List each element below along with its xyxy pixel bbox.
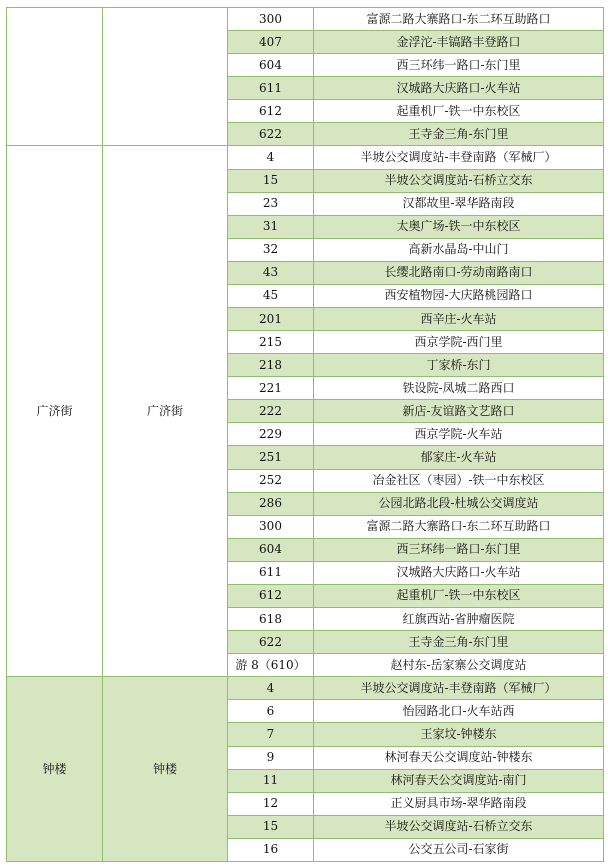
route-endpoints-cell: 怡园路北口-火车站西 — [314, 700, 604, 723]
route-number-cell: 604 — [228, 54, 314, 77]
route-number-cell: 201 — [228, 308, 314, 331]
route-endpoints-cell: 富源二路大寨路口-东二环互助路口 — [314, 8, 604, 31]
route-number-cell: 612 — [228, 584, 314, 607]
route-number-cell: 6 — [228, 700, 314, 723]
route-endpoints-cell: 半坡公交调度站-丰登南路（军械厂） — [314, 677, 604, 700]
route-number-cell: 15 — [228, 815, 314, 838]
route-number-cell: 618 — [228, 608, 314, 631]
route-endpoints-cell: 高新水晶岛-中山门 — [314, 238, 604, 261]
route-endpoints-cell: 汉都故里-翠华路南段 — [314, 192, 604, 215]
route-number-cell: 300 — [228, 8, 314, 31]
route-number-cell: 286 — [228, 492, 314, 515]
route-endpoints-cell: 正义厨具市场-翠华路南段 — [314, 792, 604, 815]
route-endpoints-cell: 起重机厂-铁一中东校区 — [314, 100, 604, 123]
route-endpoints-cell: 新店-友谊路文艺路口 — [314, 400, 604, 423]
route-endpoints-cell: 王家坟-钟楼东 — [314, 723, 604, 746]
route-number-cell: 4 — [228, 677, 314, 700]
route-number-cell: 611 — [228, 77, 314, 100]
route-endpoints-cell: 西辛庄-火车站 — [314, 308, 604, 331]
route-number-cell: 43 — [228, 261, 314, 284]
route-number-cell: 游 8（610） — [228, 654, 314, 677]
route-endpoints-cell: 半坡公交调度站-丰登南路（军械厂） — [314, 146, 604, 169]
district-cell: 广济街 — [7, 146, 103, 677]
route-number-cell: 611 — [228, 561, 314, 584]
route-endpoints-cell: 林河春天公交调度站-钟楼东 — [314, 746, 604, 769]
table-row — [7, 146, 604, 169]
route-number-cell: 218 — [228, 354, 314, 377]
route-endpoints-cell: 长缨北路南口-劳动南路南口 — [314, 261, 604, 284]
route-endpoints-cell: 王寺金三角-东门里 — [314, 123, 604, 146]
route-endpoints-cell: 汉城路大庆路口-火车站 — [314, 561, 604, 584]
route-endpoints-cell: 起重机厂-铁一中东校区 — [314, 584, 604, 607]
route-number-cell: 407 — [228, 31, 314, 54]
route-number-cell: 215 — [228, 331, 314, 354]
route-endpoints-cell: 林河春天公交调度站-南门 — [314, 769, 604, 792]
route-endpoints-cell: 西京学院-西门里 — [314, 331, 604, 354]
route-endpoints-cell: 西京学院-火车站 — [314, 423, 604, 446]
bus-route-table — [6, 7, 604, 862]
route-endpoints-cell: 半坡公交调度站-石桥立交东 — [314, 815, 604, 838]
street-cell: 广济街 — [103, 146, 228, 677]
route-endpoints-cell: 西三环纬一路口-东门里 — [314, 538, 604, 561]
route-endpoints-cell: 红旗西站-省肿瘤医院 — [314, 608, 604, 631]
route-endpoints-cell: 郁家庄-火车站 — [314, 446, 604, 469]
route-number-cell: 7 — [228, 723, 314, 746]
route-number-cell: 622 — [228, 123, 314, 146]
route-endpoints-cell: 汉城路大庆路口-火车站 — [314, 77, 604, 100]
route-number-cell: 252 — [228, 469, 314, 492]
route-endpoints-cell: 丁家桥-东门 — [314, 354, 604, 377]
route-number-cell: 23 — [228, 192, 314, 215]
route-endpoints-cell: 铁设院-凤城二路西口 — [314, 377, 604, 400]
street-cell — [103, 8, 228, 146]
route-number-cell: 612 — [228, 100, 314, 123]
route-number-cell: 221 — [228, 377, 314, 400]
route-endpoints-cell: 富源二路大寨路口-东二环互助路口 — [314, 515, 604, 538]
route-endpoints-cell: 公交五公司-石家街 — [314, 838, 604, 861]
route-endpoints-cell: 赵村东-岳家寨公交调度站 — [314, 654, 604, 677]
route-endpoints-cell: 冶金社区（枣园）-铁一中东校区 — [314, 469, 604, 492]
route-endpoints-cell: 金浮沱-丰镐路丰登路口 — [314, 31, 604, 54]
route-number-cell: 31 — [228, 215, 314, 238]
route-number-cell: 12 — [228, 792, 314, 815]
route-number-cell: 300 — [228, 515, 314, 538]
route-endpoints-cell: 西三环纬一路口-东门里 — [314, 54, 604, 77]
street-cell: 钟楼 — [103, 677, 228, 862]
route-number-cell: 11 — [228, 769, 314, 792]
route-number-cell: 9 — [228, 746, 314, 769]
route-endpoints-cell: 西安植物园-大庆路桃园路口 — [314, 284, 604, 307]
table-row — [7, 8, 604, 31]
route-number-cell: 251 — [228, 446, 314, 469]
route-number-cell: 32 — [228, 238, 314, 261]
district-cell: 钟楼 — [7, 677, 103, 862]
table-row — [7, 677, 604, 700]
route-number-cell: 16 — [228, 838, 314, 861]
route-endpoints-cell: 半坡公交调度站-石桥立交东 — [314, 169, 604, 192]
route-number-cell: 604 — [228, 538, 314, 561]
route-number-cell: 222 — [228, 400, 314, 423]
bus-route-table-body — [7, 8, 604, 862]
route-number-cell: 15 — [228, 169, 314, 192]
route-number-cell: 622 — [228, 631, 314, 654]
route-number-cell: 229 — [228, 423, 314, 446]
route-endpoints-cell: 太奥广场-铁一中东校区 — [314, 215, 604, 238]
route-number-cell: 45 — [228, 284, 314, 307]
route-endpoints-cell: 王寺金三角-东门里 — [314, 631, 604, 654]
route-endpoints-cell: 公园北路北段-杜城公交调度站 — [314, 492, 604, 515]
district-cell — [7, 8, 103, 146]
route-number-cell: 4 — [228, 146, 314, 169]
